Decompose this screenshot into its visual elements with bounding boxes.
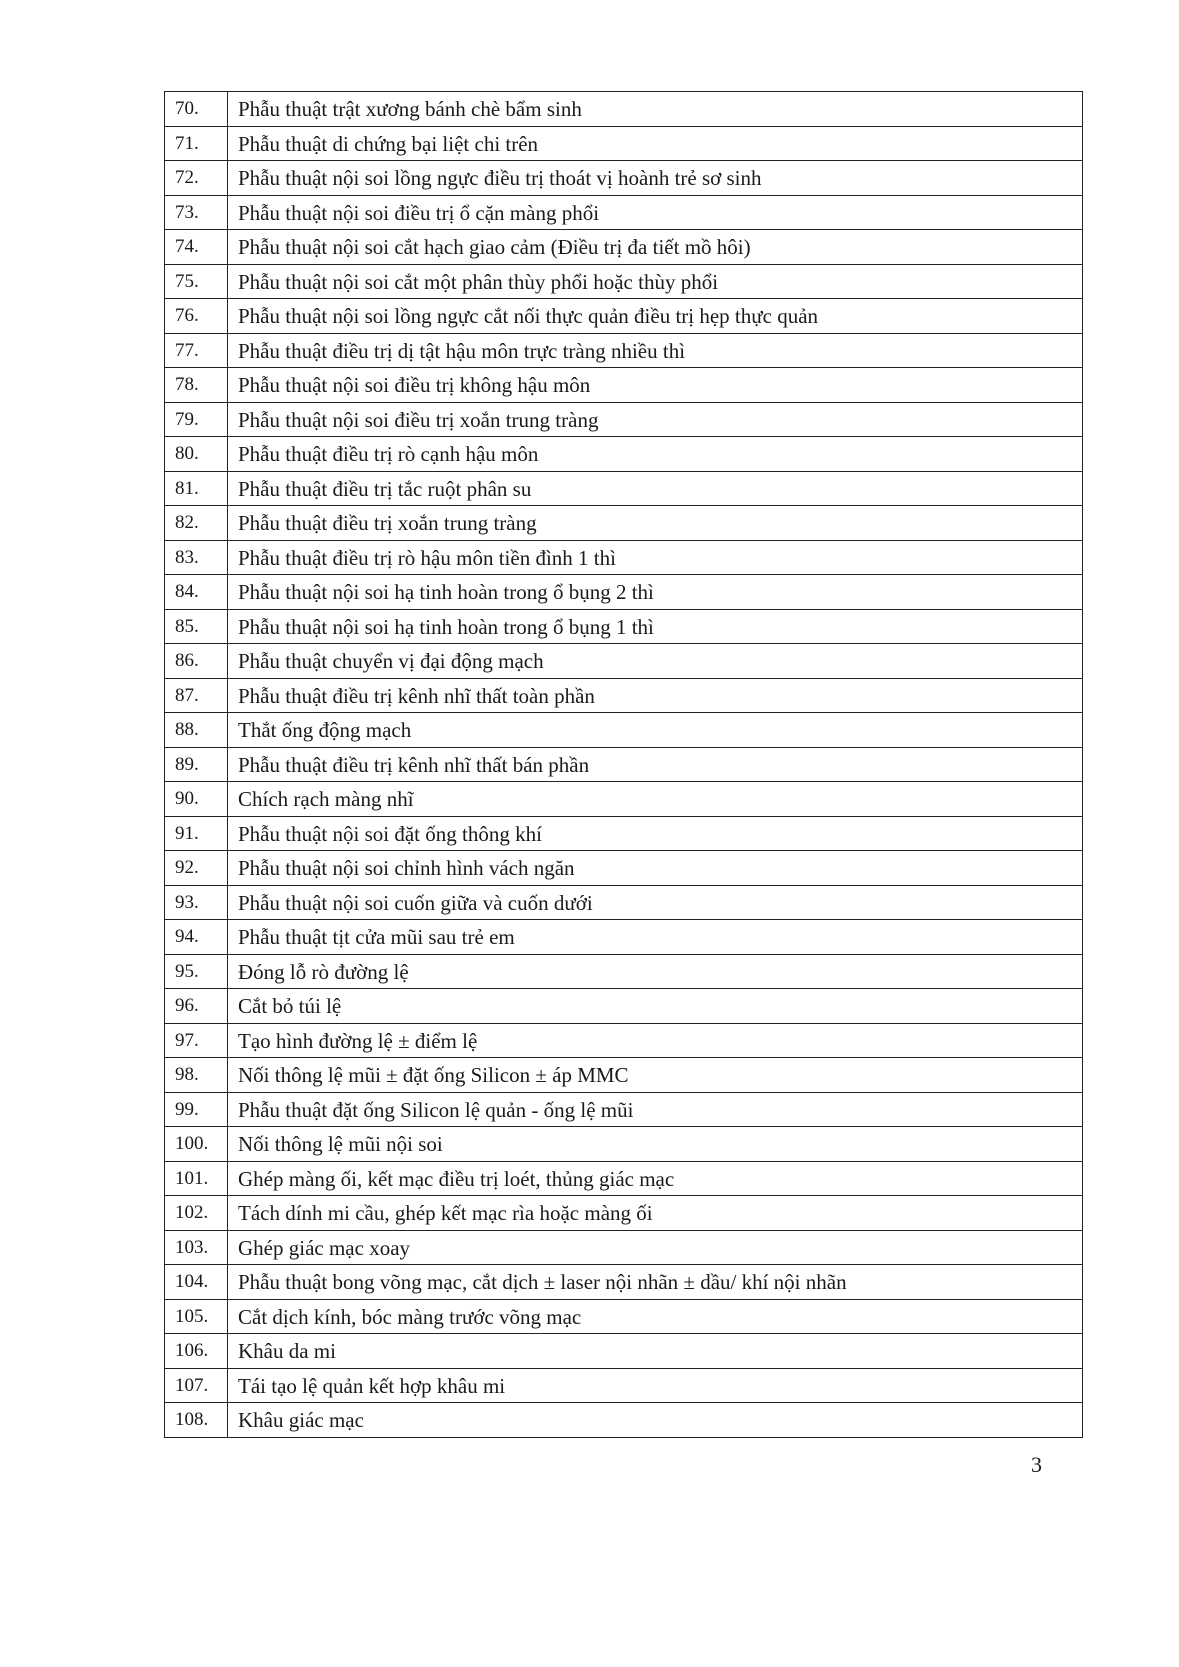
table-row	[165, 610, 1082, 645]
procedure-name: Phẫu thuật nội soi cắt một phân thùy phổi hoặc thùy phổi	[238, 269, 719, 294]
table-row	[165, 92, 1082, 127]
procedure-name: Ghép màng ối, kết mạc điều trị loét, thủng giác mạc	[238, 1166, 675, 1191]
table-row	[165, 1231, 1082, 1266]
row-number: 103.	[165, 1231, 228, 1265]
table-row	[165, 989, 1082, 1024]
row-number: 74.	[165, 230, 228, 264]
row-number: 92.	[165, 851, 228, 885]
procedure-name: Phẫu thuật điều trị tắc ruột phân su	[238, 476, 532, 501]
row-number: 82.	[165, 506, 228, 540]
row-number: 72.	[165, 161, 228, 195]
procedure-name: Đóng lỗ rò đường lệ	[238, 959, 409, 984]
table-row	[165, 713, 1082, 748]
procedure-name: Phẫu thuật điều trị rò hậu môn tiền đình 1 thì	[238, 545, 616, 570]
procedure-name: Nối thông lệ mũi ± đặt ống Silicon ± áp MMC	[238, 1063, 629, 1087]
row-number: 83.	[165, 541, 228, 575]
row-number: 105.	[165, 1300, 228, 1334]
procedure-name: Thắt ống động mạch	[238, 718, 412, 742]
row-number: 90.	[165, 782, 228, 816]
row-number: 76.	[165, 299, 228, 333]
procedure-name: Khâu giác mạc	[238, 1408, 364, 1432]
row-number: 75.	[165, 265, 228, 299]
procedure-name: Ghép giác mạc xoay	[238, 1235, 411, 1260]
procedure-name: Phẫu thuật tịt cửa mũi sau trẻ em	[238, 925, 515, 949]
table-row	[165, 161, 1082, 196]
procedure-name: Tách dính mi cầu, ghép kết mạc rìa hoặc màng ối	[238, 1201, 653, 1225]
table-row	[165, 127, 1082, 162]
row-number: 102.	[165, 1196, 228, 1230]
procedure-name: Nối thông lệ mũi nội soi	[238, 1132, 443, 1156]
row-number: 99.	[165, 1093, 228, 1127]
row-number: 98.	[165, 1058, 228, 1092]
table-row	[165, 1369, 1082, 1404]
table-row	[165, 299, 1082, 334]
table-row	[165, 1127, 1082, 1162]
table-row	[165, 851, 1082, 886]
row-number: 97.	[165, 1024, 228, 1058]
table-row	[165, 748, 1082, 783]
procedure-name: Phẫu thuật nội soi cắt hạch giao cảm (Điều trị đa tiết mồ hôi)	[238, 235, 751, 259]
procedure-name: Phẫu thuật điều trị dị tật hậu môn trực tràng nhiều thì	[238, 338, 686, 363]
row-number: 108.	[165, 1403, 228, 1437]
table-row	[165, 1300, 1082, 1335]
procedure-name: Khâu da mi	[238, 1339, 336, 1363]
procedure-name: Tái tạo lệ quản kết hợp khâu mi	[238, 1373, 506, 1398]
table-row	[165, 817, 1082, 852]
table-row	[165, 886, 1082, 921]
row-number: 80.	[165, 437, 228, 471]
table-row	[165, 920, 1082, 955]
table-row	[165, 1162, 1082, 1197]
procedure-name: Phẫu thuật nội soi chỉnh hình vách ngăn	[238, 856, 575, 880]
row-number: 107.	[165, 1369, 228, 1403]
row-number: 93.	[165, 886, 228, 920]
row-number: 89.	[165, 748, 228, 782]
row-number: 71.	[165, 127, 228, 161]
table-row	[165, 679, 1082, 714]
procedure-name: Phẫu thuật nội soi điều trị ổ cặn màng phổi	[238, 200, 600, 225]
table-row	[165, 782, 1082, 817]
row-number: 100.	[165, 1127, 228, 1161]
row-number: 77.	[165, 334, 228, 368]
table-row	[165, 196, 1082, 231]
table-row	[165, 575, 1082, 610]
table-row	[165, 368, 1082, 403]
table-row	[165, 1058, 1082, 1093]
row-number: 81.	[165, 472, 228, 506]
table-row	[165, 1196, 1082, 1231]
row-number: 85.	[165, 610, 228, 644]
procedure-name: Cắt dịch kính, bóc màng trước võng mạc	[238, 1304, 582, 1329]
row-number: 70.	[165, 92, 228, 126]
procedure-name: Phẫu thuật bong võng mạc, cắt dịch ± laser nội nhãn ± dầu/ khí nội nhãn	[238, 1270, 847, 1294]
row-number: 104.	[165, 1265, 228, 1299]
procedure-name: Phẫu thuật đặt ống Silicon lệ quản - ống lệ mũi	[238, 1097, 634, 1122]
procedure-name: Phẫu thuật trật xương bánh chè bẩm sinh	[238, 97, 582, 121]
procedure-name: Phẫu thuật nội soi điều trị xoắn trung tràng	[238, 407, 599, 432]
table-row	[165, 1403, 1082, 1438]
row-number: 73.	[165, 196, 228, 230]
table-row	[165, 1024, 1082, 1059]
table-row	[165, 403, 1082, 438]
row-number: 101.	[165, 1162, 228, 1196]
table-row	[165, 506, 1082, 541]
procedure-name: Phẫu thuật điều trị rò cạnh hậu môn	[238, 442, 539, 466]
row-number: 106.	[165, 1334, 228, 1368]
table-row	[165, 541, 1082, 576]
row-number: 84.	[165, 575, 228, 609]
procedure-name: Phẫu thuật nội soi cuốn giữa và cuốn dưới	[238, 890, 593, 915]
table-row	[165, 1265, 1082, 1300]
row-number: 78.	[165, 368, 228, 402]
procedure-name: Phẫu thuật nội soi điều trị không hậu môn	[238, 373, 591, 397]
table-row	[165, 955, 1082, 990]
row-number: 86.	[165, 644, 228, 678]
procedure-name: Phẫu thuật nội soi hạ tinh hoàn trong ổ bụng 2 thì	[238, 580, 654, 604]
table-row	[165, 1093, 1082, 1128]
procedure-name: Cắt bỏ túi lệ	[238, 994, 342, 1018]
page-number: 3	[1031, 1452, 1042, 1477]
row-number: 87.	[165, 679, 228, 713]
procedure-name: Chích rạch màng nhĩ	[238, 787, 414, 811]
table-row	[165, 230, 1082, 265]
row-number: 79.	[165, 403, 228, 437]
procedure-table	[164, 91, 1083, 1438]
table-row	[165, 265, 1082, 300]
procedure-name: Phẫu thuật điều trị kênh nhĩ thất toàn phần	[238, 683, 595, 708]
procedure-name: Phẫu thuật điều trị xoắn trung tràng	[238, 511, 537, 535]
table-row	[165, 437, 1082, 472]
row-number: 94.	[165, 920, 228, 954]
table-row	[165, 334, 1082, 369]
row-number: 88.	[165, 713, 228, 747]
table-row	[165, 472, 1082, 507]
procedure-name: Phẫu thuật nội soi lồng ngực cắt nối thực quản điều trị hẹp thực quản	[238, 304, 819, 328]
row-number: 91.	[165, 817, 228, 851]
procedure-name: Phẫu thuật nội soi đặt ống thông khí	[238, 821, 542, 846]
procedure-name: Phẫu thuật nội soi lồng ngực điều trị thoát vị hoành trẻ sơ sinh	[238, 166, 762, 190]
procedure-name: Phẫu thuật chuyển vị đại động mạch	[238, 649, 544, 673]
procedure-name: Phẫu thuật di chứng bại liệt chi trên	[238, 131, 539, 156]
procedure-name: Phẫu thuật nội soi hạ tinh hoàn trong ổ bụng 1 thì	[238, 614, 654, 639]
table-row	[165, 644, 1082, 679]
table-row	[165, 1334, 1082, 1369]
procedure-name: Tạo hình đường lệ ± điểm lệ	[238, 1028, 478, 1053]
row-number: 96.	[165, 989, 228, 1023]
row-number: 95.	[165, 955, 228, 989]
procedure-name: Phẫu thuật điều trị kênh nhĩ thất bán phần	[238, 752, 590, 777]
